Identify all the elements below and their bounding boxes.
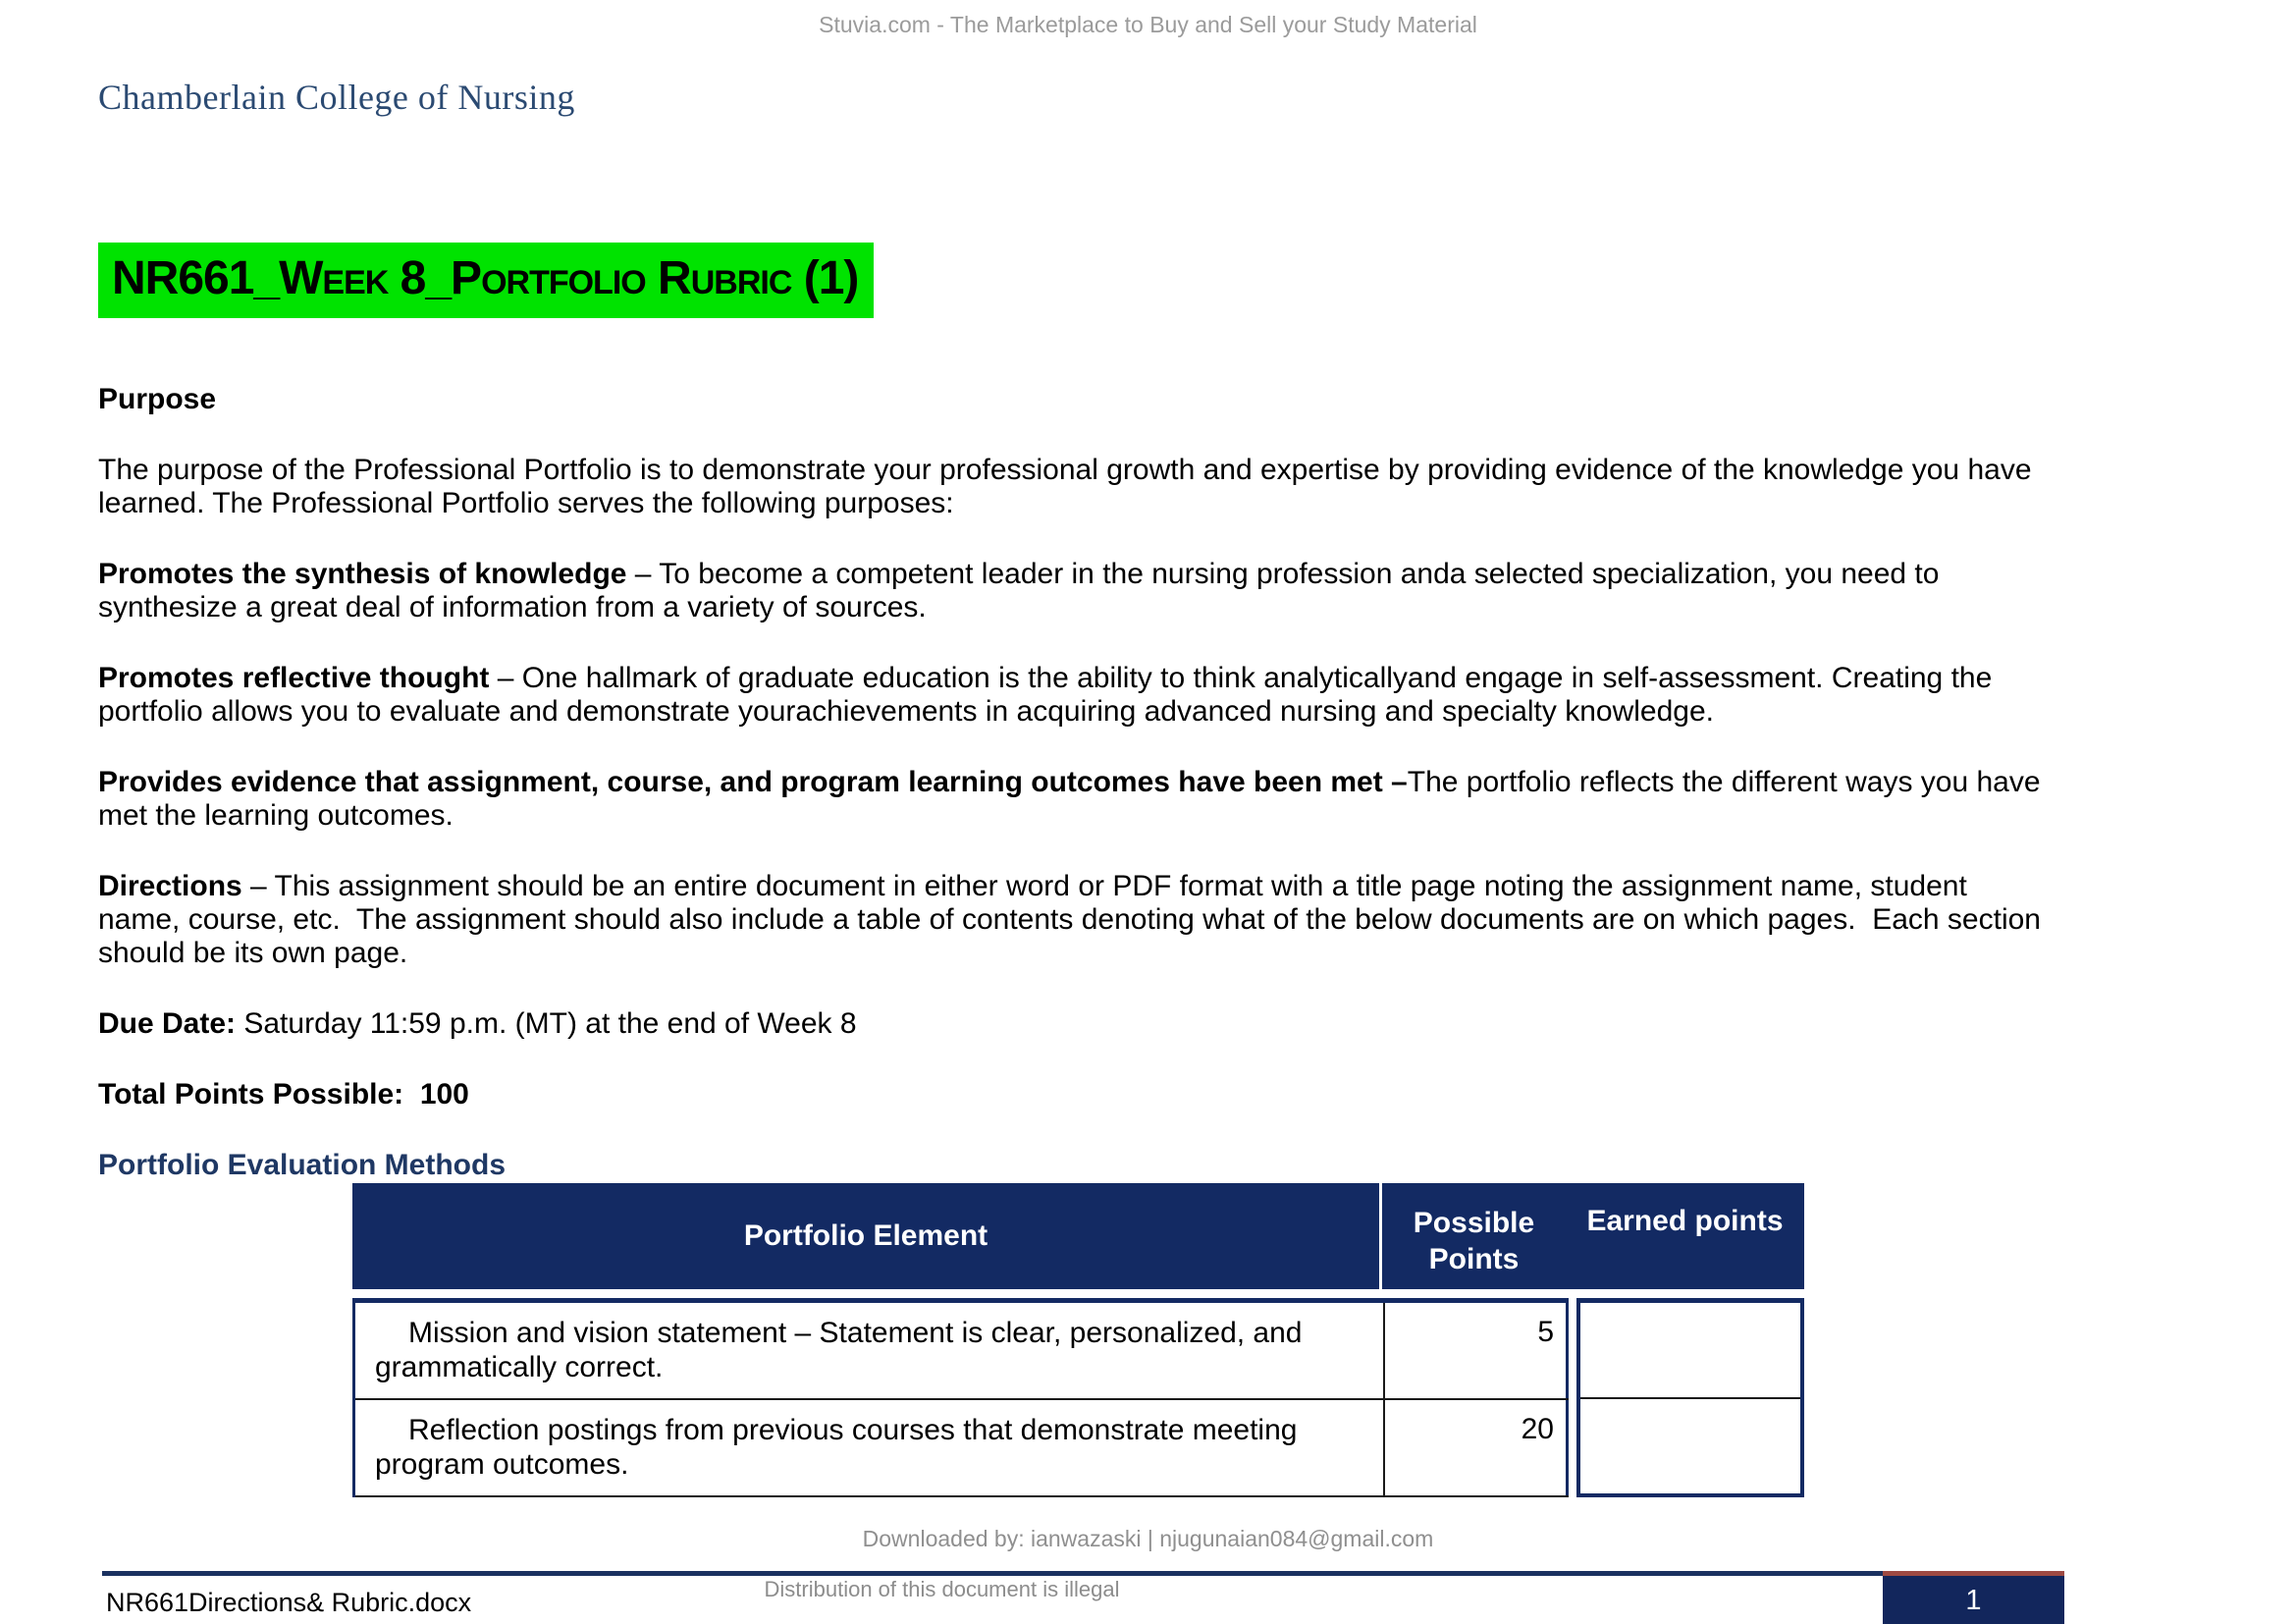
due-date-value: Saturday 11:59 p.m. (MT) at the end of Week 8: [236, 1007, 857, 1040]
paragraph-synthesis-text: – To become a competent leader in the nursing profession anda selected specialization, you need to synthesize a great deal of information from a variety of sources.: [98, 558, 1948, 623]
paragraph-synthesis-lead: Promotes the synthesis of knowledge: [98, 558, 627, 590]
paragraph-synthesis: [98, 558, 2047, 624]
earned-points-column: [1576, 1298, 1804, 1497]
paragraph-reflective-lead: Promotes reflective thought: [98, 662, 490, 694]
paragraph-directions-text: – This assignment should be an entire document in either word or PDF format with a title page noting the assignment name, student name, course, etc. The assignment should also include a table of contents denoting what of the below documents are on which pages. Each section should be its own page.: [98, 870, 2050, 969]
portfolio-evaluation-heading: Portfolio Evaluation Methods: [98, 1149, 507, 1181]
table-header-gap: [352, 1289, 1804, 1298]
header-portfolio-element: Portfolio Element: [352, 1183, 1382, 1289]
college-name: Chamberlain College of Nursing: [98, 78, 575, 117]
purpose-heading: Purpose: [98, 383, 217, 415]
stuvia-watermark-header: Stuvia.com - The Marketplace to Buy and Sell your Study Material: [819, 12, 1477, 37]
document-title-highlighted: NR661_Week 8_Portfolio Rubric (1): [98, 243, 874, 318]
row-earned-points-cell: [1580, 1303, 1800, 1399]
footer-divider-rule: [102, 1571, 1883, 1576]
header-earned-points: Earned points: [1586, 1205, 1784, 1237]
table-row: [355, 1303, 1569, 1400]
row-possible-points-cell: 20: [1385, 1400, 1569, 1495]
downloaded-by-watermark: Downloaded by: ianwazaski | njugunaian084@gmail.com: [862, 1526, 1434, 1551]
paragraph-reflective-text: – One hallmark of graduate education is the ability to think analyticallyand engage in self-assessment. Creating the portfolio allows you to evaluate and demonstrate yourachievements in acquiring advanced nursing and specialty knowledge.: [98, 662, 2001, 728]
paragraph-directions-lead: Directions: [98, 870, 242, 902]
purpose-paragraph: The purpose of the Professional Portfolio is to demonstrate your professional growth and expertise by providing evidence of the knowledge you have learned. The Professional Portfolio serves the following purposes:: [98, 454, 2040, 519]
paragraph-reflective: [98, 662, 2047, 729]
row-element-cell: Mission and vision statement – Statement is clear, personalized, and grammatically correct.: [355, 1303, 1385, 1398]
paragraph-evidence-text: The portfolio reflects the different ways you have met the learning outcomes.: [98, 766, 2049, 832]
document-body: [98, 383, 2050, 1219]
row-possible-points-cell: 5: [1385, 1303, 1569, 1398]
rubric-table-body: [352, 1298, 1804, 1497]
page-number-badge: [1883, 1571, 2064, 1624]
rubric-table: [352, 1183, 1804, 1497]
due-date-label: Due Date:: [98, 1007, 237, 1040]
row-earned-points-cell: [1580, 1399, 1800, 1493]
header-possible-points: Possible Points: [1413, 1207, 1535, 1275]
paragraph-directions: [98, 870, 2050, 970]
distribution-warning: Distribution of this document is illegal: [764, 1577, 1120, 1601]
table-row: [355, 1400, 1569, 1497]
row-element-cell: Reflection postings from previous courses that demonstrate meeting program outcomes.: [355, 1400, 1385, 1495]
rubric-table-left-columns: [352, 1298, 1569, 1497]
total-points-line: Total Points Possible: 100: [98, 1078, 469, 1110]
paragraph-evidence: [98, 766, 2047, 833]
paragraph-evidence-lead: Provides evidence that assignment, course, and program learning outcomes have been met –: [98, 766, 1408, 798]
rubric-table-header-row: [352, 1183, 1804, 1289]
page-number: 1: [1965, 1585, 1982, 1616]
document-filename: NR661Directions& Rubric.docx: [106, 1588, 472, 1617]
due-date-line: [98, 1007, 2047, 1041]
